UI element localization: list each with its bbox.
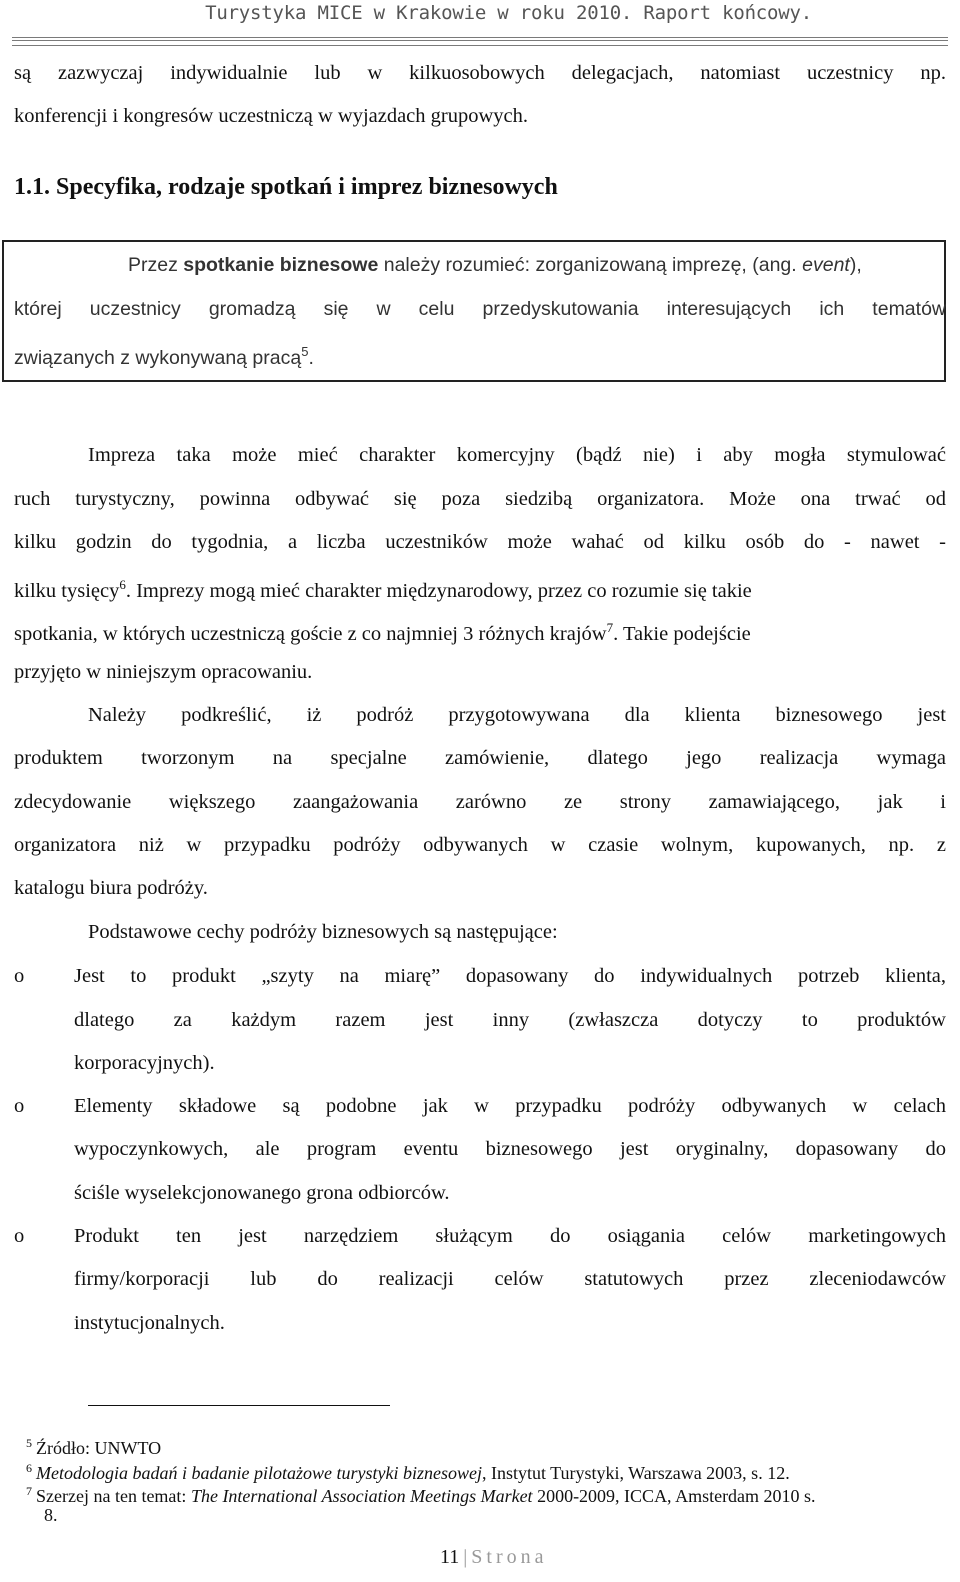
bullet-1-line-3: korporacyjnych). (74, 1052, 215, 1074)
definition-line-1 (128, 253, 946, 277)
para2-line-2: produktem tworzonym na specjalne zamówienie, dlatego jego realizacja wymaga (14, 747, 946, 769)
para1-line-5 (14, 616, 946, 646)
para1-line-3: kilku godzin do tygodnia, a liczba uczestników może wahać od kilku osób do - nawet - (14, 531, 946, 553)
bullet-marker-1: o (14, 965, 25, 987)
definition-line-2: której uczestnicy gromadzą się w celu przedyskutowania interesujących ich tematów (14, 298, 946, 320)
bullet-1-line-1: Jest to produkt „szyty na miarę” dopasowany do indywidualnych potrzeb klienta, (74, 965, 946, 987)
bullet-marker-2: o (14, 1095, 25, 1117)
para1-line-4-end: . Imprezy mogą mieć charakter międzynarodowy, przez co rozumie się takie (125, 580, 752, 602)
definition-text-start: Przez (128, 254, 184, 276)
footnote-7-prefix: Szerzej na ten temat: (36, 1486, 191, 1506)
bullet-2-line-3: ściśle wyselekcjonowanego grona odbiorców. (74, 1182, 450, 1204)
definition-term: spotkanie biznesowe (183, 254, 379, 276)
para2-line-3: zdecydowanie większego zaangażowania zarówno ze strony zamawiającego, jak i (14, 791, 946, 813)
definition-text-mid: należy rozumieć: zorganizowaną imprezę, (ang. (378, 254, 803, 276)
bullet-3-line-3: instytucjonalnych. (74, 1312, 225, 1334)
footnote-5-number: 5 (26, 1436, 32, 1450)
definition-line-3 (14, 340, 946, 370)
footnote-ref-7[interactable]: 7 (606, 620, 614, 635)
header-divider (12, 37, 948, 41)
page-footer (440, 1546, 548, 1569)
bullet-2-line-1: Elementy składowe są podobne jak w przypadku podróży odbywanych w celach (74, 1095, 946, 1117)
para2-line-4: organizatora niż w przypadku podróży odbywanych w czasie wolnym, kupowanych, np. z (14, 834, 946, 856)
footnote-6-title: Metodologia badań i badanie pilotażowe turystyki biznesowej (36, 1463, 482, 1483)
footnote-7-continuation: 8. (44, 1505, 58, 1525)
bullet-3-line-1: Produkt ten jest narzędziem służącym do osiągania celów marketingowych (74, 1225, 946, 1247)
footnote-5-text: Źródło: UNWTO (36, 1438, 162, 1458)
page-footer-separator: | (463, 1546, 468, 1568)
footnote-7-text: 2000-2009, ICCA, Amsterdam 2010 s. (532, 1486, 816, 1506)
para1-line-1: Impreza taka może mieć charakter komercyjny (bądź nie) i aby mogła stymulować (88, 444, 946, 466)
bullet-marker-3: o (14, 1225, 25, 1247)
bullet-3-line-2: firmy/korporacji lub do realizacji celów statutowych przez zleceniodawców (74, 1268, 946, 1290)
footnote-7-title: The International Association Meetings Market (190, 1486, 533, 1506)
running-header-title: Turystyka MICE w Krakowie w roku 2010. Raport końcowy. (205, 2, 812, 24)
definition-line-3-text: związanych z wykonywaną pracą (14, 347, 302, 369)
features-intro: Podstawowe cechy podróży biznesowych są następujące: (88, 921, 558, 943)
definition-italic-term: event (802, 254, 850, 276)
section-heading: 1.1. Specyfika, rodzaje spotkań i imprez biznesowych (14, 174, 558, 200)
para2-line-1: Należy podkreślić, iż podróż przygotowywana dla klienta biznesowego jest (88, 704, 946, 726)
para1-line-6: przyjęto w niniejszym opracowaniu. (14, 661, 313, 683)
bullet-2-line-2: wypoczynkowych, ale program eventu biznesowego jest oryginalny, dopasowany do (74, 1138, 946, 1160)
page-number: 11 (440, 1546, 460, 1568)
para1-line-5-start: spotkania, w których uczestniczą goście z co najmniej 3 różnych krajów (14, 623, 607, 645)
footnote-5 (26, 1432, 161, 1459)
bullet-1-line-2: dlatego za każdym razem jest inny (zwłaszcza dotyczy to produktów (74, 1009, 946, 1031)
para1-line-2: ruch turystyczny, powinna odbywać się poza siedzibą organizatora. Może ona trwać od (14, 488, 946, 510)
definition-line-3-end: . (308, 347, 314, 369)
para1-line-5-end: . Takie podejście (613, 623, 751, 645)
footnote-ref-5[interactable]: 5 (301, 344, 309, 359)
footnote-ref-6[interactable]: 6 (119, 577, 126, 592)
para2-line-5: katalogu biura podróży. (14, 877, 208, 899)
para1-line-4-start: kilku tysięcy (14, 580, 120, 602)
intro-line-2: konferencji i kongresów uczestniczą w wyjazdach grupowych. (14, 105, 529, 127)
footnote-separator (88, 1405, 390, 1406)
footnote-7 (26, 1480, 816, 1507)
footnote-6-text: , Instytut Turystyki, Warszawa 2003, s. 12. (481, 1463, 790, 1483)
footnote-7-number: 7 (26, 1484, 32, 1498)
footnote-6-number: 6 (26, 1461, 32, 1475)
intro-line-1: są zazwyczaj indywidualnie lub w kilkuosobowych delegacjach, natomiast uczestnicy np. (14, 62, 946, 84)
page-footer-label: Strona (471, 1546, 548, 1568)
definition-text-end: ), (849, 254, 862, 276)
para1-line-4 (14, 573, 946, 603)
